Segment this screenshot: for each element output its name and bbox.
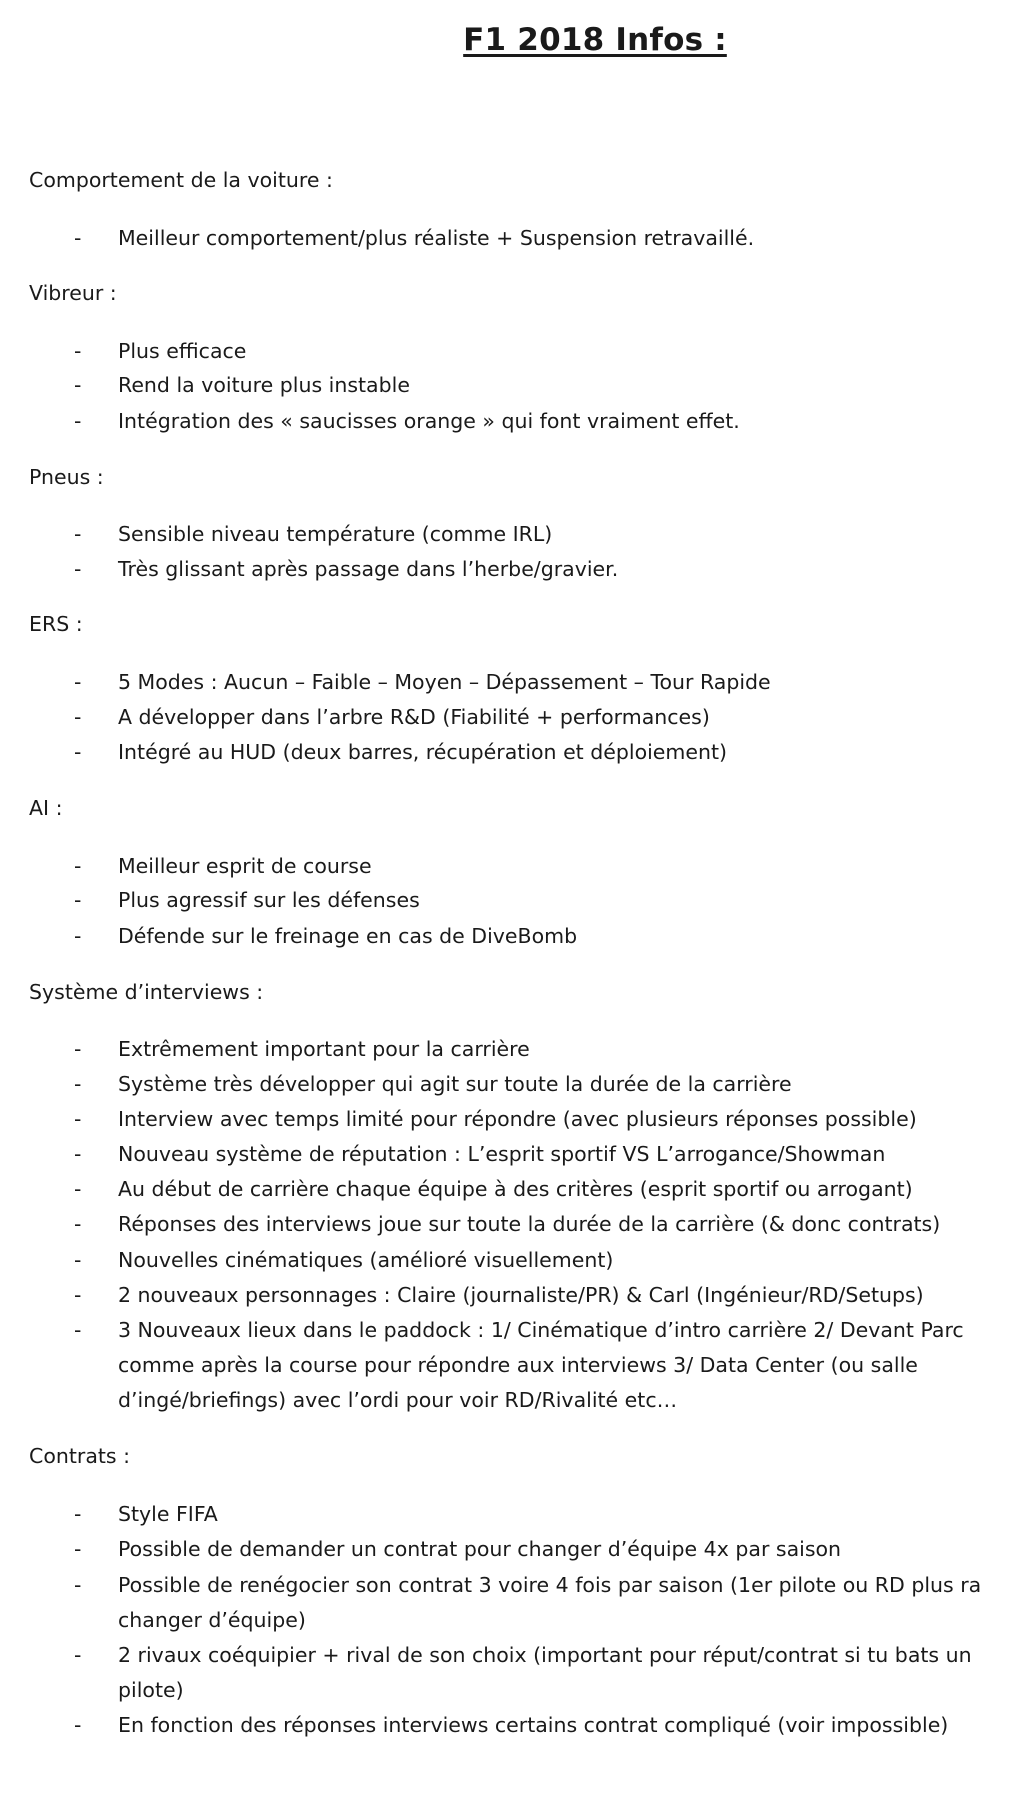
bullet-dash: - — [74, 670, 82, 694]
bullet-dash: - — [74, 1502, 82, 1526]
bullet-dash: - — [74, 1107, 82, 1131]
section-heading-pneus: Pneus : — [29, 465, 104, 489]
bullet-dash: - — [74, 339, 82, 363]
bullet-dash: - — [74, 557, 82, 581]
section-heading-comportement: Comportement de la voiture : — [29, 168, 333, 192]
bullet-dash: - — [74, 854, 82, 878]
bullet-dash: - — [74, 1537, 82, 1561]
bullet-dash: - — [74, 740, 82, 764]
bullet-dash: - — [74, 373, 82, 397]
bullet-dash: - — [74, 1283, 82, 1307]
bullet-dash: - — [74, 1643, 82, 1667]
bullet-dash: - — [74, 1037, 82, 1061]
document-page: F1 2018 Infos : Comportement de la voiture : - Meilleur comportement/plus réaliste + Suspension retravaillé. Vibreur : - Plus efficace - Rend la voiture plus instable - Intégration des « saucisses orange » qui font vraiment effet. Pneus : - Sensible niveau température (comme IRL) - Très glissant après passage dans l’herbe/gravier. ERS : - 5 Modes : Aucun – Faible – Moyen – Dépassement – Tour Rapide - A développer dans l’arbre R&D (Fiabilité + performances) - Intégré au HUD (deux barres, récupération et déploiement) AI : - Meilleur esprit de course - Plus agressif sur les défenses - Défende sur le freinage en cas de DiveBomb Système d’interviews : - Extrêmement important pour la carrière - Système très développer qui agit sur toute la durée de la carrière - Interview avec temps limité pour répondre (avec plusieurs réponses possible) - Nouveau système de réputation : L’esprit sportif VS L’arrogance/Showman - Au début de carrière chaque équipe à des critères (esprit sportif ou arrogant) - Réponses des interviews joue sur toute la durée de la carrière (& donc contrats) - Nouvelles cinématiques (amélioré visuellement) - 2 nouveaux personnages : Claire (journaliste/PR) & Carl (Ingénieur/RD/Setups) - 3 Nouveaux lieux dans le paddock : 1/ Cinématique d’intro carrière 2/ Devant Parc comme après la course pour répondre aux interviews 3/ Data Center (ou salle d’ingé/briefings) avec l’ordi pour voir RD/Rivalité etc… Contrats : - Style FIFA - Possible de demander un contrat pour changer d’équipe 4x par saison - Possible de renégocier son contrat 3 voire 4 fois par saison (1er pilote ou RD plus ra changer d’équipe) - 2 rivaux coéquipier + rival de son choix (important pour réput/contrat si tu bats un pilote) - En fonction des réponses interviews certains contrat compliqué (voir impossible) — [0, 0, 1024, 1820]
section-heading-contrats: Contrats : — [29, 1444, 131, 1468]
bullet-dash: - — [74, 1142, 82, 1166]
bullet-dash: - — [74, 1248, 82, 1272]
section-heading-ai: AI : — [29, 796, 63, 820]
bullet-dash: - — [74, 888, 82, 912]
bullet-dash: - — [74, 705, 82, 729]
section-heading-interviews: Système d’interviews : — [29, 980, 264, 1004]
bullet-dash: - — [74, 1573, 82, 1597]
bullet-dash: - — [74, 409, 82, 433]
bullet-dash: - — [74, 226, 82, 250]
bullet-dash: - — [74, 1212, 82, 1236]
page-title: F1 2018 Infos : — [463, 22, 727, 58]
section-heading-ers: ERS : — [29, 612, 83, 636]
bullet-dash: - — [74, 1177, 82, 1201]
bullet-dash: - — [74, 1713, 82, 1737]
bullet-dash: - — [74, 522, 82, 546]
bullet-dash: - — [74, 1318, 82, 1342]
section-heading-vibreur: Vibreur : — [29, 281, 117, 305]
bullet-dash: - — [74, 924, 82, 948]
bullet-dash: - — [74, 1072, 82, 1096]
